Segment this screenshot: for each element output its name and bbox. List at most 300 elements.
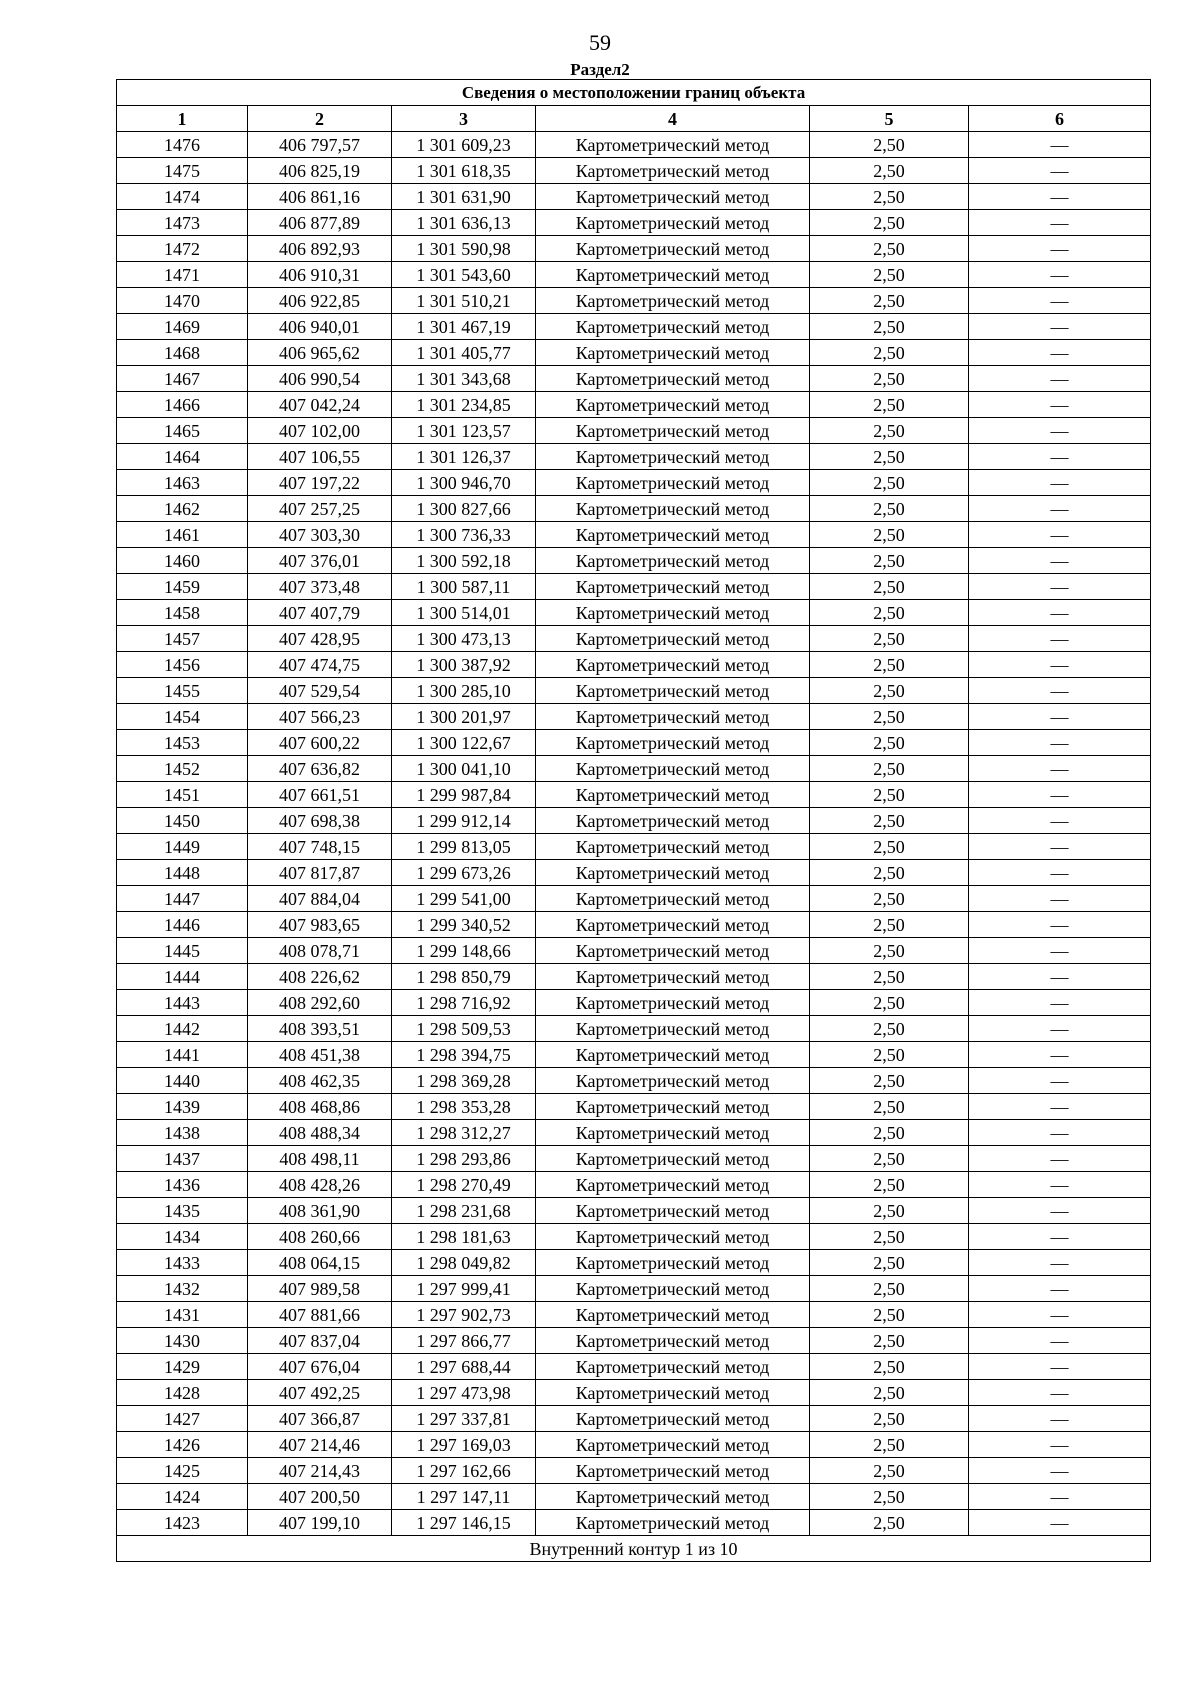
description-cell: — (969, 418, 1151, 444)
y-coordinate-cell: 1 297 169,03 (392, 1432, 536, 1458)
description-cell: — (969, 990, 1151, 1016)
y-coordinate-cell: 1 299 148,66 (392, 938, 536, 964)
accuracy-cell: 2,50 (810, 834, 969, 860)
method-cell: Картометрический метод (536, 522, 810, 548)
description-cell: — (969, 860, 1151, 886)
point-number-cell: 1442 (117, 1016, 248, 1042)
x-coordinate-cell: 408 393,51 (248, 1016, 392, 1042)
accuracy-cell: 2,50 (810, 990, 969, 1016)
x-coordinate-cell: 406 797,57 (248, 132, 392, 158)
x-coordinate-cell: 407 661,51 (248, 782, 392, 808)
table-caption-row (117, 80, 1151, 106)
y-coordinate-cell: 1 301 123,57 (392, 418, 536, 444)
table-row (117, 470, 1151, 496)
point-number-cell: 1470 (117, 288, 248, 314)
description-cell: — (969, 1484, 1151, 1510)
description-cell: — (969, 262, 1151, 288)
table-row (117, 808, 1151, 834)
accuracy-cell: 2,50 (810, 1172, 969, 1198)
y-coordinate-cell: 1 299 541,00 (392, 886, 536, 912)
description-cell: — (969, 782, 1151, 808)
point-number-cell: 1448 (117, 860, 248, 886)
accuracy-cell: 2,50 (810, 522, 969, 548)
accuracy-cell: 2,50 (810, 236, 969, 262)
column-header: 6 (969, 106, 1151, 132)
description-cell: — (969, 808, 1151, 834)
table-row (117, 990, 1151, 1016)
table-row (117, 912, 1151, 938)
y-coordinate-cell: 1 301 405,77 (392, 340, 536, 366)
y-coordinate-cell: 1 297 146,15 (392, 1510, 536, 1536)
y-coordinate-cell: 1 297 337,81 (392, 1406, 536, 1432)
table-row (117, 1458, 1151, 1484)
description-cell: — (969, 1510, 1151, 1536)
accuracy-cell: 2,50 (810, 262, 969, 288)
method-cell: Картометрический метод (536, 1146, 810, 1172)
y-coordinate-cell: 1 300 827,66 (392, 496, 536, 522)
x-coordinate-cell: 407 042,24 (248, 392, 392, 418)
table-row (117, 1432, 1151, 1458)
x-coordinate-cell: 407 676,04 (248, 1354, 392, 1380)
table-row (117, 1354, 1151, 1380)
accuracy-cell: 2,50 (810, 1328, 969, 1354)
method-cell: Картометрический метод (536, 288, 810, 314)
method-cell: Картометрический метод (536, 1276, 810, 1302)
point-number-cell: 1443 (117, 990, 248, 1016)
x-coordinate-cell: 407 214,43 (248, 1458, 392, 1484)
accuracy-cell: 2,50 (810, 912, 969, 938)
table-row (117, 1146, 1151, 1172)
y-coordinate-cell: 1 300 201,97 (392, 704, 536, 730)
x-coordinate-cell: 406 965,62 (248, 340, 392, 366)
x-coordinate-cell: 408 488,34 (248, 1120, 392, 1146)
accuracy-cell: 2,50 (810, 1224, 969, 1250)
table-row (117, 730, 1151, 756)
table-row (117, 938, 1151, 964)
y-coordinate-cell: 1 298 369,28 (392, 1068, 536, 1094)
table-row (117, 834, 1151, 860)
description-cell: — (969, 938, 1151, 964)
table-row (117, 886, 1151, 912)
y-coordinate-cell: 1 301 590,98 (392, 236, 536, 262)
method-cell: Картометрический метод (536, 1068, 810, 1094)
point-number-cell: 1424 (117, 1484, 248, 1510)
point-number-cell: 1437 (117, 1146, 248, 1172)
method-cell: Картометрический метод (536, 444, 810, 470)
x-coordinate-cell: 406 892,93 (248, 236, 392, 262)
point-number-cell: 1456 (117, 652, 248, 678)
y-coordinate-cell: 1 299 813,05 (392, 834, 536, 860)
y-coordinate-cell: 1 301 631,90 (392, 184, 536, 210)
y-coordinate-cell: 1 298 293,86 (392, 1146, 536, 1172)
method-cell: Картометрический метод (536, 1172, 810, 1198)
method-cell: Картометрический метод (536, 1354, 810, 1380)
accuracy-cell: 2,50 (810, 600, 969, 626)
accuracy-cell: 2,50 (810, 210, 969, 236)
x-coordinate-cell: 408 260,66 (248, 1224, 392, 1250)
point-number-cell: 1426 (117, 1432, 248, 1458)
x-coordinate-cell: 407 366,87 (248, 1406, 392, 1432)
point-number-cell: 1445 (117, 938, 248, 964)
description-cell: — (969, 1172, 1151, 1198)
method-cell: Картометрический метод (536, 1094, 810, 1120)
table-row (117, 1406, 1151, 1432)
description-cell: — (969, 1146, 1151, 1172)
y-coordinate-cell: 1 300 041,10 (392, 756, 536, 782)
point-number-cell: 1467 (117, 366, 248, 392)
method-cell: Картометрический метод (536, 1380, 810, 1406)
accuracy-cell: 2,50 (810, 288, 969, 314)
accuracy-cell: 2,50 (810, 704, 969, 730)
point-number-cell: 1439 (117, 1094, 248, 1120)
point-number-cell: 1452 (117, 756, 248, 782)
point-number-cell: 1429 (117, 1354, 248, 1380)
point-number-cell: 1465 (117, 418, 248, 444)
method-cell: Картометрический метод (536, 1406, 810, 1432)
point-number-cell: 1440 (117, 1068, 248, 1094)
table-row (117, 964, 1151, 990)
x-coordinate-cell: 408 292,60 (248, 990, 392, 1016)
point-number-cell: 1423 (117, 1510, 248, 1536)
y-coordinate-cell: 1 297 866,77 (392, 1328, 536, 1354)
y-coordinate-cell: 1 298 270,49 (392, 1172, 536, 1198)
x-coordinate-cell: 408 451,38 (248, 1042, 392, 1068)
table-row (117, 1068, 1151, 1094)
table-row (117, 262, 1151, 288)
accuracy-cell: 2,50 (810, 652, 969, 678)
x-coordinate-cell: 407 199,10 (248, 1510, 392, 1536)
accuracy-cell: 2,50 (810, 860, 969, 886)
description-cell: — (969, 470, 1151, 496)
method-cell: Картометрический метод (536, 418, 810, 444)
section-title: Раздел2 (570, 60, 630, 79)
x-coordinate-cell: 407 492,25 (248, 1380, 392, 1406)
method-cell: Картометрический метод (536, 470, 810, 496)
description-cell: — (969, 184, 1151, 210)
y-coordinate-cell: 1 299 673,26 (392, 860, 536, 886)
point-number-cell: 1449 (117, 834, 248, 860)
table-row (117, 210, 1151, 236)
description-cell: — (969, 1120, 1151, 1146)
method-cell: Картометрический метод (536, 236, 810, 262)
point-number-cell: 1450 (117, 808, 248, 834)
point-number-cell: 1431 (117, 1302, 248, 1328)
accuracy-cell: 2,50 (810, 730, 969, 756)
method-cell: Картометрический метод (536, 1510, 810, 1536)
description-cell: — (969, 314, 1151, 340)
point-number-cell: 1471 (117, 262, 248, 288)
x-coordinate-cell: 407 106,55 (248, 444, 392, 470)
description-cell: — (969, 912, 1151, 938)
accuracy-cell: 2,50 (810, 1302, 969, 1328)
method-cell: Картометрический метод (536, 548, 810, 574)
description-cell: — (969, 1016, 1151, 1042)
table-row (117, 1380, 1151, 1406)
method-cell: Картометрический метод (536, 132, 810, 158)
x-coordinate-cell: 407 983,65 (248, 912, 392, 938)
x-coordinate-cell: 407 698,38 (248, 808, 392, 834)
table-row (117, 366, 1151, 392)
column-header: 3 (392, 106, 536, 132)
method-cell: Картометрический метод (536, 262, 810, 288)
y-coordinate-cell: 1 299 987,84 (392, 782, 536, 808)
x-coordinate-cell: 407 102,00 (248, 418, 392, 444)
x-coordinate-cell: 408 064,15 (248, 1250, 392, 1276)
table-row (117, 236, 1151, 262)
table-row (117, 600, 1151, 626)
table-row (117, 1276, 1151, 1302)
description-cell: — (969, 1458, 1151, 1484)
description-cell: — (969, 548, 1151, 574)
description-cell: — (969, 158, 1151, 184)
method-cell: Картометрический метод (536, 964, 810, 990)
point-number-cell: 1427 (117, 1406, 248, 1432)
method-cell: Картометрический метод (536, 340, 810, 366)
method-cell: Картометрический метод (536, 990, 810, 1016)
accuracy-cell: 2,50 (810, 1042, 969, 1068)
x-coordinate-cell: 408 361,90 (248, 1198, 392, 1224)
y-coordinate-cell: 1 301 609,23 (392, 132, 536, 158)
y-coordinate-cell: 1 300 736,33 (392, 522, 536, 548)
description-cell: — (969, 704, 1151, 730)
description-cell: — (969, 1042, 1151, 1068)
point-number-cell: 1454 (117, 704, 248, 730)
table-row (117, 704, 1151, 730)
column-header-row (117, 106, 1151, 132)
description-cell: — (969, 210, 1151, 236)
description-cell: — (969, 522, 1151, 548)
point-number-cell: 1460 (117, 548, 248, 574)
method-cell: Картометрический метод (536, 1432, 810, 1458)
method-cell: Картометрический метод (536, 626, 810, 652)
y-coordinate-cell: 1 299 340,52 (392, 912, 536, 938)
accuracy-cell: 2,50 (810, 132, 969, 158)
x-coordinate-cell: 408 498,11 (248, 1146, 392, 1172)
x-coordinate-cell: 406 940,01 (248, 314, 392, 340)
x-coordinate-cell: 407 817,87 (248, 860, 392, 886)
accuracy-cell: 2,50 (810, 496, 969, 522)
description-cell: — (969, 444, 1151, 470)
x-coordinate-cell: 407 428,95 (248, 626, 392, 652)
accuracy-cell: 2,50 (810, 1354, 969, 1380)
point-number-cell: 1446 (117, 912, 248, 938)
accuracy-cell: 2,50 (810, 808, 969, 834)
table-row (117, 626, 1151, 652)
table-row (117, 756, 1151, 782)
y-coordinate-cell: 1 297 473,98 (392, 1380, 536, 1406)
accuracy-cell: 2,50 (810, 1510, 969, 1536)
description-cell: — (969, 886, 1151, 912)
point-number-cell: 1475 (117, 158, 248, 184)
description-cell: — (969, 600, 1151, 626)
point-number-cell: 1476 (117, 132, 248, 158)
accuracy-cell: 2,50 (810, 964, 969, 990)
table-row (117, 1224, 1151, 1250)
point-number-cell: 1466 (117, 392, 248, 418)
method-cell: Картометрический метод (536, 1484, 810, 1510)
table-body (117, 132, 1151, 1536)
table-row (117, 158, 1151, 184)
method-cell: Картометрический метод (536, 730, 810, 756)
description-cell: — (969, 340, 1151, 366)
point-number-cell: 1457 (117, 626, 248, 652)
table-row (117, 184, 1151, 210)
accuracy-cell: 2,50 (810, 548, 969, 574)
method-cell: Картометрический метод (536, 1120, 810, 1146)
column-header: 2 (248, 106, 392, 132)
x-coordinate-cell: 407 303,30 (248, 522, 392, 548)
table-caption: Сведения о местоположении границ объекта (117, 80, 1151, 106)
description-cell: — (969, 1094, 1151, 1120)
method-cell: Картометрический метод (536, 158, 810, 184)
y-coordinate-cell: 1 301 467,19 (392, 314, 536, 340)
table-row (117, 782, 1151, 808)
x-coordinate-cell: 407 197,22 (248, 470, 392, 496)
point-number-cell: 1447 (117, 886, 248, 912)
point-number-cell: 1455 (117, 678, 248, 704)
method-cell: Картометрический метод (536, 782, 810, 808)
x-coordinate-cell: 407 214,46 (248, 1432, 392, 1458)
table-row (117, 1094, 1151, 1120)
description-cell: — (969, 1432, 1151, 1458)
column-header: 5 (810, 106, 969, 132)
point-number-cell: 1453 (117, 730, 248, 756)
y-coordinate-cell: 1 300 387,92 (392, 652, 536, 678)
point-number-cell: 1474 (117, 184, 248, 210)
table-row (117, 340, 1151, 366)
method-cell: Картометрический метод (536, 1328, 810, 1354)
description-cell: — (969, 730, 1151, 756)
description-cell: — (969, 1302, 1151, 1328)
y-coordinate-cell: 1 298 181,63 (392, 1224, 536, 1250)
method-cell: Картометрический метод (536, 600, 810, 626)
y-coordinate-cell: 1 297 999,41 (392, 1276, 536, 1302)
x-coordinate-cell: 406 877,89 (248, 210, 392, 236)
accuracy-cell: 2,50 (810, 1120, 969, 1146)
description-cell: — (969, 366, 1151, 392)
contour-note: Внутренний контур 1 из 10 (117, 1536, 1151, 1562)
point-number-cell: 1461 (117, 522, 248, 548)
x-coordinate-cell: 407 884,04 (248, 886, 392, 912)
y-coordinate-cell: 1 299 912,14 (392, 808, 536, 834)
table-row (117, 1198, 1151, 1224)
x-coordinate-cell: 408 078,71 (248, 938, 392, 964)
point-number-cell: 1428 (117, 1380, 248, 1406)
y-coordinate-cell: 1 298 049,82 (392, 1250, 536, 1276)
accuracy-cell: 2,50 (810, 886, 969, 912)
description-cell: — (969, 1224, 1151, 1250)
y-coordinate-cell: 1 297 162,66 (392, 1458, 536, 1484)
y-coordinate-cell: 1 301 510,21 (392, 288, 536, 314)
description-cell: — (969, 1406, 1151, 1432)
table-row (117, 1016, 1151, 1042)
accuracy-cell: 2,50 (810, 184, 969, 210)
point-number-cell: 1462 (117, 496, 248, 522)
method-cell: Картометрический метод (536, 1250, 810, 1276)
x-coordinate-cell: 407 373,48 (248, 574, 392, 600)
description-cell: — (969, 236, 1151, 262)
accuracy-cell: 2,50 (810, 1198, 969, 1224)
method-cell: Картометрический метод (536, 314, 810, 340)
table-row (117, 314, 1151, 340)
accuracy-cell: 2,50 (810, 392, 969, 418)
method-cell: Картометрический метод (536, 886, 810, 912)
method-cell: Картометрический метод (536, 808, 810, 834)
accuracy-cell: 2,50 (810, 1250, 969, 1276)
point-number-cell: 1430 (117, 1328, 248, 1354)
table-row (117, 1328, 1151, 1354)
y-coordinate-cell: 1 300 946,70 (392, 470, 536, 496)
y-coordinate-cell: 1 297 902,73 (392, 1302, 536, 1328)
description-cell: — (969, 132, 1151, 158)
accuracy-cell: 2,50 (810, 1146, 969, 1172)
accuracy-cell: 2,50 (810, 626, 969, 652)
table-row (117, 1042, 1151, 1068)
table-row (117, 652, 1151, 678)
y-coordinate-cell: 1 298 850,79 (392, 964, 536, 990)
accuracy-cell: 2,50 (810, 1484, 969, 1510)
description-cell: — (969, 1276, 1151, 1302)
method-cell: Картометрический метод (536, 184, 810, 210)
description-cell: — (969, 392, 1151, 418)
method-cell: Картометрический метод (536, 1458, 810, 1484)
table-row (117, 392, 1151, 418)
column-header: 1 (117, 106, 248, 132)
method-cell: Картометрический метод (536, 574, 810, 600)
point-number-cell: 1433 (117, 1250, 248, 1276)
y-coordinate-cell: 1 301 234,85 (392, 392, 536, 418)
method-cell: Картометрический метод (536, 496, 810, 522)
y-coordinate-cell: 1 300 587,11 (392, 574, 536, 600)
method-cell: Картометрический метод (536, 1302, 810, 1328)
accuracy-cell: 2,50 (810, 418, 969, 444)
method-cell: Картометрический метод (536, 756, 810, 782)
x-coordinate-cell: 406 910,31 (248, 262, 392, 288)
point-number-cell: 1458 (117, 600, 248, 626)
accuracy-cell: 2,50 (810, 1432, 969, 1458)
method-cell: Картометрический метод (536, 392, 810, 418)
accuracy-cell: 2,50 (810, 340, 969, 366)
x-coordinate-cell: 406 861,16 (248, 184, 392, 210)
method-cell: Картометрический метод (536, 834, 810, 860)
point-number-cell: 1468 (117, 340, 248, 366)
y-coordinate-cell: 1 298 716,92 (392, 990, 536, 1016)
table-row (117, 418, 1151, 444)
accuracy-cell: 2,50 (810, 444, 969, 470)
table-row (117, 1484, 1151, 1510)
x-coordinate-cell: 407 748,15 (248, 834, 392, 860)
x-coordinate-cell: 408 468,86 (248, 1094, 392, 1120)
accuracy-cell: 2,50 (810, 1458, 969, 1484)
column-header: 4 (536, 106, 810, 132)
method-cell: Картометрический метод (536, 938, 810, 964)
accuracy-cell: 2,50 (810, 574, 969, 600)
description-cell: — (969, 678, 1151, 704)
table-row (117, 574, 1151, 600)
x-coordinate-cell: 406 990,54 (248, 366, 392, 392)
point-number-cell: 1464 (117, 444, 248, 470)
x-coordinate-cell: 407 881,66 (248, 1302, 392, 1328)
description-cell: — (969, 1198, 1151, 1224)
description-cell: — (969, 652, 1151, 678)
x-coordinate-cell: 407 529,54 (248, 678, 392, 704)
y-coordinate-cell: 1 300 285,10 (392, 678, 536, 704)
point-number-cell: 1469 (117, 314, 248, 340)
description-cell: — (969, 1380, 1151, 1406)
x-coordinate-cell: 408 428,26 (248, 1172, 392, 1198)
table-row (117, 522, 1151, 548)
accuracy-cell: 2,50 (810, 158, 969, 184)
